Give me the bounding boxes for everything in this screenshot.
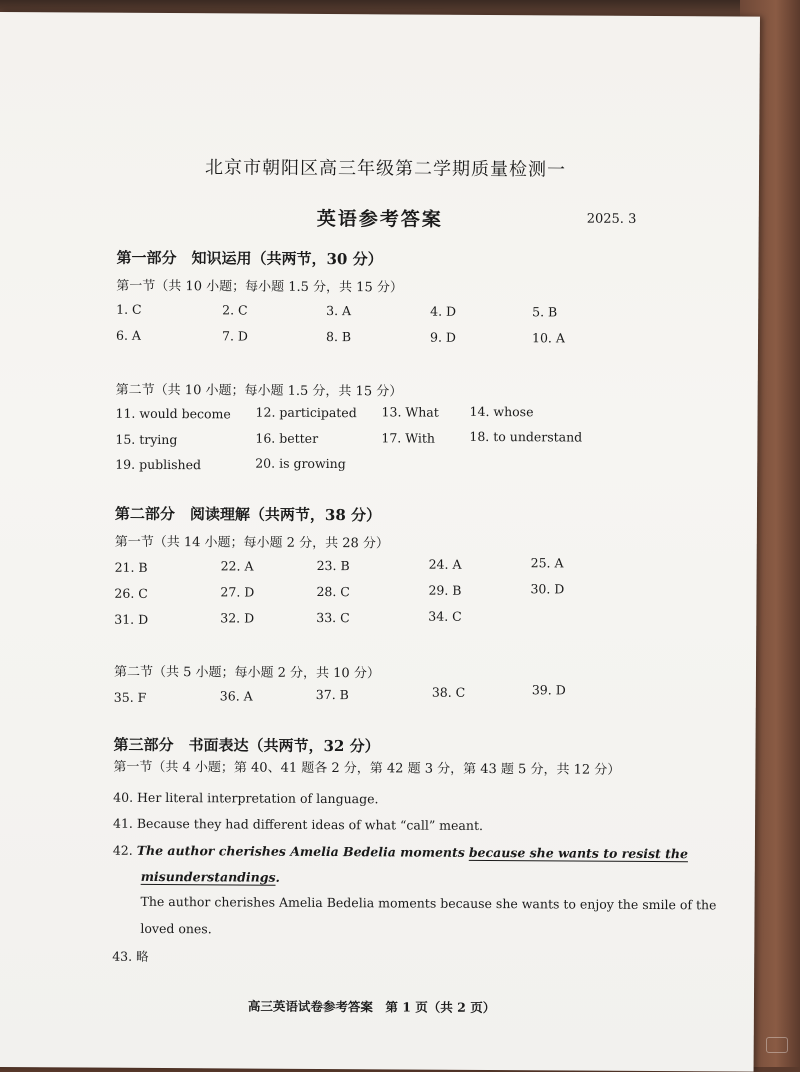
answer-37: 37. B: [315, 686, 349, 703]
answer-18: 18. to understand: [469, 428, 583, 445]
answer-9: 9. D: [429, 329, 456, 345]
part3-sec1-heading: 第一节（共 4 小题；第 40、41 题各 2 分，第 42 题 3 分，第 43 题 5 分，共 12 分）: [113, 759, 621, 778]
part1-heading: 第一部分 知识运用（共两节，30 分）: [116, 248, 383, 269]
answer-42-text-underlined-cont: misunderstandings: [140, 868, 276, 885]
answer-28: 28. C: [316, 583, 350, 600]
answer-36: 36. A: [219, 688, 253, 704]
answer-38: 38. C: [431, 684, 466, 700]
document-date: 2025. 3: [586, 211, 637, 227]
answer-42-text-underlined: because she wants to resist the: [468, 844, 689, 862]
document-title: 北京市朝阳区高三年级第二学期质量检测一: [204, 157, 567, 181]
part3-heading: 第三部分 书面表达（共两节，32 分）: [113, 735, 380, 756]
answer-4: 4. D: [430, 303, 457, 319]
answer-11: 11. would become: [115, 405, 231, 422]
part2-heading: 第二部分 阅读理解（共两节，38 分）: [114, 504, 382, 525]
answer-33: 33. C: [316, 609, 350, 626]
answer-15: 15. trying: [115, 431, 178, 448]
answer-42: [113, 843, 688, 862]
answer-24: 24. A: [428, 556, 462, 572]
answer-34: 34. C: [428, 608, 462, 624]
answer-20: 20. is growing: [255, 455, 346, 472]
answer-42-number: 42.: [112, 842, 133, 858]
answer-42-period: .: [275, 869, 280, 885]
answer-19: 19. published: [115, 456, 202, 473]
answer-29: 29. B: [428, 582, 462, 598]
answer-26: 26. C: [114, 585, 148, 601]
answer-8: 8. B: [325, 328, 352, 345]
answer-41: 41. Because they had different ideas of what “call” meant.: [113, 815, 484, 833]
document-subtitle: 英语参考答案: [316, 207, 443, 231]
answer-2: 2. C: [222, 302, 248, 318]
answer-42-line2: [141, 869, 280, 886]
answer-21: 21. B: [114, 559, 148, 575]
answer-22: 22. A: [220, 558, 254, 574]
answer-23: 23. B: [316, 557, 350, 574]
answer-7: 7. D: [221, 328, 248, 344]
answer-5: 5. B: [532, 304, 558, 320]
answer-35: 35. F: [113, 689, 147, 705]
answer-6: 6. A: [115, 327, 142, 343]
answer-32: 32. D: [220, 610, 255, 626]
answer-16: 16. better: [255, 430, 319, 446]
answer-39: 39. D: [531, 682, 566, 698]
answer-42-alt-line1: The author cherishes Amelia Bedelia moments because she wants to enjoy the smile of the: [140, 893, 717, 913]
part1-sec2-heading: 第二节（共 10 小题；每小题 1.5 分，共 15 分）: [115, 382, 403, 400]
answer-1: 1. C: [116, 301, 142, 317]
answer-17: 17. With: [381, 430, 436, 446]
answer-12: 12. participated: [255, 404, 357, 421]
answer-30: 30. D: [530, 581, 565, 597]
answer-3: 3. A: [326, 302, 352, 319]
answer-14: 14. whose: [469, 403, 534, 420]
answer-13: 13. What: [381, 404, 439, 420]
watermark-icon: [766, 1037, 788, 1053]
answer-40: 40. Her literal interpretation of language.: [113, 789, 379, 807]
answer-42-text-main: The author cherishes Amelia Bedelia moments: [136, 842, 465, 860]
part2-sec1-heading: 第一节（共 14 小题；每小题 2 分，共 28 分）: [114, 534, 389, 552]
answer-42-alt-line2: loved ones.: [140, 920, 212, 937]
answer-43: 43. 略: [112, 948, 149, 964]
answer-31: 31. D: [114, 611, 149, 627]
answer-sheet-page: [0, 12, 760, 1072]
part2-sec2-heading: 第二节（共 5 小题；每小题 2 分，共 10 分）: [113, 664, 380, 682]
part1-sec1-heading: 第一节（共 10 小题；每小题 1.5 分，共 15 分）: [116, 278, 403, 296]
page-footer: 高三英语试卷参考答案 第 1 页（共 2 页）: [247, 998, 496, 1016]
answer-25: 25. A: [530, 555, 564, 571]
answer-10: 10. A: [531, 330, 565, 346]
answer-27: 27. D: [220, 584, 255, 600]
